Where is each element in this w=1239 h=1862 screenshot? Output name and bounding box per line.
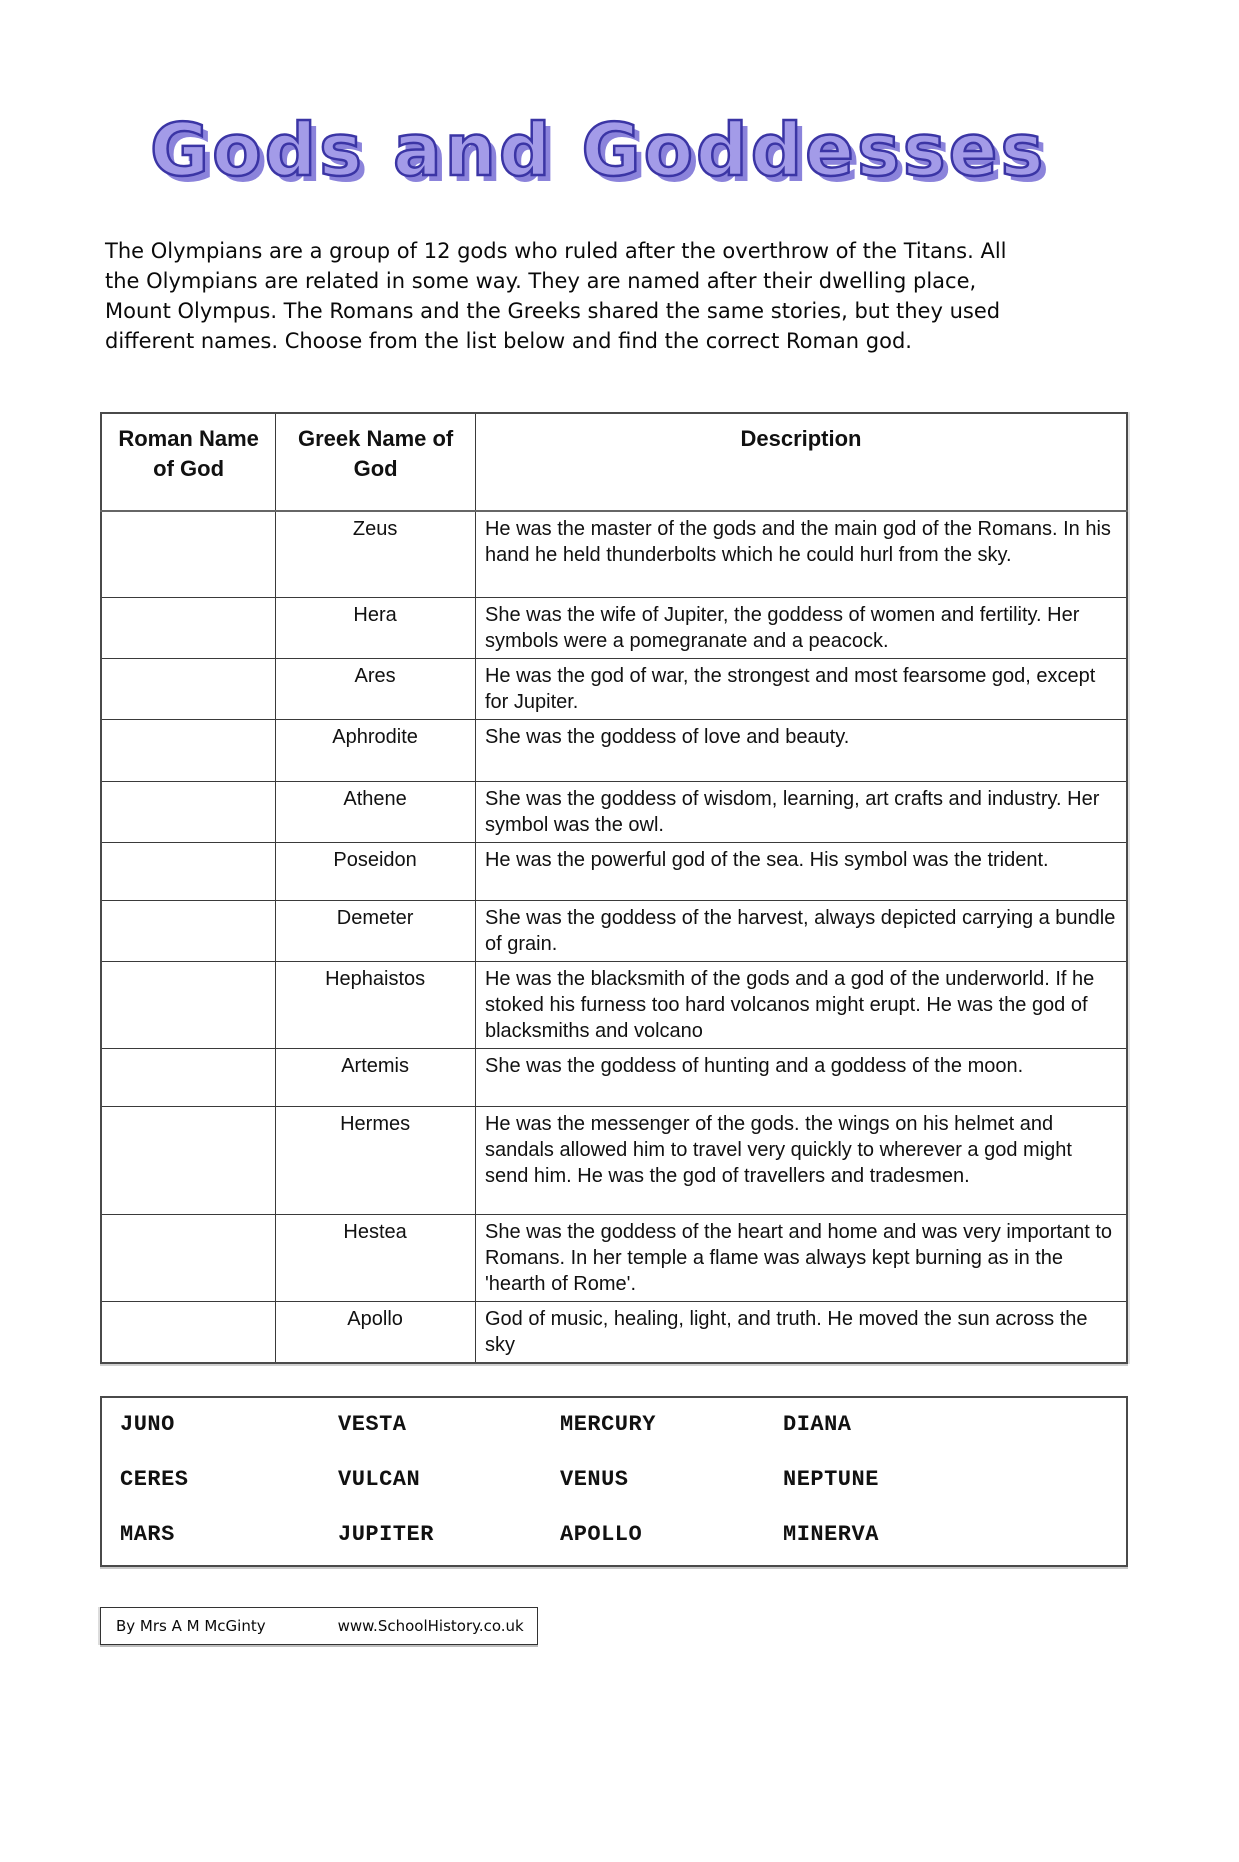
description-cell: She was the goddess of hunting and a goddess of the moon. — [475, 1048, 1127, 1106]
word-bank-word: CERES — [120, 1466, 189, 1492]
author-credit: By Mrs A M McGinty — [116, 1616, 266, 1635]
word-bank-word: NEPTUNE — [783, 1466, 879, 1492]
greek-name-cell: Aphrodite — [276, 719, 476, 781]
greek-name-cell: Athene — [276, 781, 476, 842]
gods-table — [100, 412, 1128, 1364]
roman-name-cell — [101, 961, 276, 1048]
table-row — [101, 961, 1127, 1048]
word-bank-word: MARS — [120, 1521, 175, 1547]
credit-box — [100, 1607, 538, 1645]
greek-name-cell: Ares — [276, 658, 476, 719]
roman-name-header: Roman Name of God — [101, 413, 276, 511]
greek-name-cell: Zeus — [276, 511, 476, 597]
word-bank-word: JUPITER — [338, 1521, 434, 1547]
greek-name-cell: Hermes — [276, 1106, 476, 1214]
description-cell: She was the goddess of wisdom, learning, art crafts and industry. Her symbol was the owl. — [475, 781, 1127, 842]
intro-paragraph: The Olympians are a group of 12 gods who ruled after the overthrow of the Titans. All the Olympians are related in some way. They are named after their dwelling place, Mount Olympus. The Romans and the Greeks shared the same stories, but they used different names. Choose from the list below and find the correct Roman god. — [105, 239, 1007, 353]
description-cell: She was the goddess of the harvest, always depicted carrying a bundle of grain. — [475, 900, 1127, 961]
description-cell: He was the messenger of the gods. the wings on his helmet and sandals allowed him to travel very quickly to wherever a god might send him. He was the god of travellers and tradesmen. — [475, 1106, 1127, 1214]
word-bank-word: MINERVA — [783, 1521, 879, 1547]
word-bank-word: MERCURY — [560, 1411, 656, 1437]
greek-name-cell: Hephaistos — [276, 961, 476, 1048]
table-row — [101, 1048, 1127, 1106]
roman-name-cell — [101, 1301, 276, 1363]
table-header-row — [101, 413, 1127, 511]
greek-name-cell: Apollo — [276, 1301, 476, 1363]
table-row — [101, 781, 1127, 842]
roman-name-cell — [101, 1214, 276, 1301]
greek-name-header: Greek Name of God — [276, 413, 476, 511]
roman-name-cell — [101, 1048, 276, 1106]
table-row — [101, 900, 1127, 961]
word-bank-word: JUNO — [120, 1411, 175, 1437]
greek-name-cell: Artemis — [276, 1048, 476, 1106]
roman-name-cell — [101, 511, 276, 597]
page-title: Gods and Goddesses — [150, 108, 1047, 192]
word-bank-word: APOLLO — [560, 1521, 643, 1547]
description-cell: He was the powerful god of the sea. His symbol was the trident. — [475, 842, 1127, 900]
description-cell: She was the goddess of love and beauty. — [475, 719, 1127, 781]
word-bank-word: DIANA — [783, 1411, 852, 1437]
word-bank-word: VENUS — [560, 1466, 629, 1492]
word-bank-box — [100, 1396, 1128, 1567]
website-url: www.SchoolHistory.co.uk — [337, 1616, 524, 1635]
word-bank-word: VULCAN — [338, 1466, 421, 1492]
roman-name-cell — [101, 597, 276, 658]
description-cell: He was the blacksmith of the gods and a god of the underworld. If he stoked his furness too hard volcanos might erupt. He was the god of blacksmiths and volcano — [475, 961, 1127, 1048]
table-row — [101, 842, 1127, 900]
description-cell: God of music, healing, light, and truth. He moved the sun across the sky — [475, 1301, 1127, 1363]
table-row — [101, 511, 1127, 597]
description-cell: She was the goddess of the heart and home and was very important to Romans. In her temple a flame was always kept burning as in the 'hearth of Rome'. — [475, 1214, 1127, 1301]
description-cell: He was the master of the gods and the main god of the Romans. In his hand he held thunderbolts which he could hurl from the sky. — [475, 511, 1127, 597]
description-cell: She was the wife of Jupiter, the goddess of women and fertility. Her symbols were a pomegranate and a peacock. — [475, 597, 1127, 658]
roman-name-cell — [101, 658, 276, 719]
roman-name-cell — [101, 719, 276, 781]
roman-name-cell — [101, 781, 276, 842]
greek-name-cell: Hestea — [276, 1214, 476, 1301]
table-row — [101, 597, 1127, 658]
word-bank-word: VESTA — [338, 1411, 407, 1437]
table-row — [101, 658, 1127, 719]
roman-name-cell — [101, 842, 276, 900]
table-row — [101, 1301, 1127, 1363]
description-header: Description — [475, 413, 1127, 511]
god-table-body — [101, 511, 1127, 1363]
table-row — [101, 719, 1127, 781]
roman-name-cell — [101, 900, 276, 961]
greek-name-cell: Demeter — [276, 900, 476, 961]
description-cell: He was the god of war, the strongest and most fearsome god, except for Jupiter. — [475, 658, 1127, 719]
greek-name-cell: Hera — [276, 597, 476, 658]
table-row — [101, 1106, 1127, 1214]
greek-name-cell: Poseidon — [276, 842, 476, 900]
roman-name-cell — [101, 1106, 276, 1214]
table-row — [101, 1214, 1127, 1301]
